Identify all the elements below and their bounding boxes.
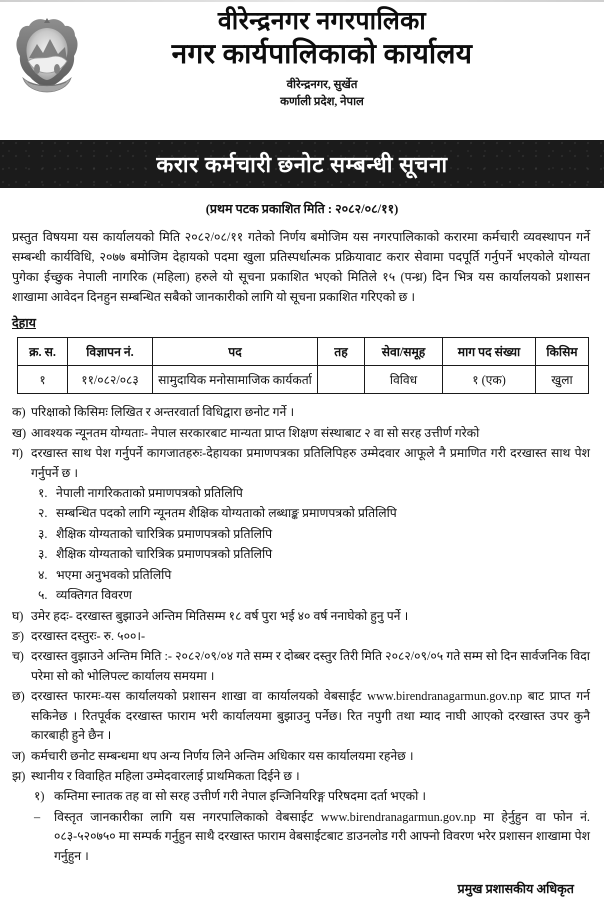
clause-item-ka	[12, 403, 590, 422]
col-header-level: तह	[318, 338, 365, 366]
document-marker: २.	[38, 506, 48, 521]
clause-marker: घ)	[12, 608, 24, 623]
document-text: व्यक्तिगत विवरण	[56, 588, 132, 603]
clause-marker: ख)	[12, 425, 27, 440]
office-name: नगर कार्यपालिकाको कार्यालय	[171, 38, 473, 70]
cell-ad-no: ११/०८२/०८३	[68, 366, 153, 394]
document-item-4	[12, 545, 590, 564]
table-row	[18, 366, 589, 394]
clause-text: दरखास्त फारमः-यस कार्यालयको प्रशासन शाखा वा कार्यालयको वेबसाईट www.birendranagarmun.gov.np बाट प्राप्त गर्न सकिनेछ । रितपूर्वक दरखास्त फाराम भरी कार्यालयमा बुझाउनु पर्नेछ। रित नपुगी तथा म्याद नाघी आएको दरखास्त उपर कुनै कारबाही हुने छैन ।	[31, 689, 590, 743]
nepal-emblem-icon	[10, 12, 84, 98]
cell-service: विविध	[365, 366, 443, 394]
clause-item-ga	[12, 444, 590, 483]
clause-text: कर्मचारी छनोट सम्बन्धमा थप अन्य निर्णय लिने अन्तिम अधिकार यस कार्यालयमा रहनेछ ।	[31, 748, 414, 763]
clause-text: दरखास्त साथ पेश गर्नुपर्ने कागजातहरुः-देहायका प्रमाणपत्रका प्रतिलिपिहरु उम्मेदवार आफूले नै प्रमाणित गरी दरखास्त साथ पेश गर्नुपर्ने छ ।	[31, 446, 590, 480]
document-item-3	[12, 525, 590, 544]
sub-note-text: कम्तिमा स्नातक तह वा सो सरह उत्तीर्ण गरी नेपाल इन्जिनियरिङ्ग परिषदमा दर्ता भएको ।	[54, 789, 426, 804]
clause-item-nga	[12, 627, 590, 646]
clause-item-chha	[12, 687, 590, 745]
document-text: नेपाली नागरिकताको प्रमाणपत्रको प्रतिलिपि	[56, 486, 243, 501]
dehaya-heading: देहाय	[12, 316, 36, 331]
clause-item-gha	[12, 607, 590, 626]
cell-post: सामुदायिक मनोसामाजिक कार्यकर्ता	[153, 366, 318, 394]
address-line-1: वीरेन्द्रनगर, सुर्खेत	[286, 78, 358, 91]
document-marker: १.	[38, 486, 48, 501]
cell-sn: १	[18, 366, 68, 394]
clause-item-kha	[12, 424, 590, 443]
col-header-demand: माग पद संख्या	[443, 338, 536, 366]
document-item-1	[12, 484, 590, 503]
cell-kind: खुला	[536, 366, 589, 394]
notice-title: करार कर्मचारी छनोट सम्बन्धी सूचना	[156, 152, 448, 177]
clause-list	[12, 403, 590, 866]
col-header-ad-no: विज्ञापन नं.	[68, 338, 153, 366]
clause-text: उमेर हदः- दरखास्त बुझाउने अन्तिम मितिसम्म १८ वर्ष पुरा भई ४० वर्ष ननाघेको हुनु पर्ने ।	[31, 608, 409, 623]
municipality-name: वीरेन्द्रनगर नगरपालिका	[217, 8, 427, 35]
document-item-2	[12, 504, 590, 523]
col-header-service: सेवा/समूह	[365, 338, 443, 366]
sub-note-text: विस्तृत जानकारीका लागि यस नगरपालिकाको वेबसाईट www.birendranagarmun.gov.np मा हेर्नुहुन वा फोन नं. ०८३-५२०७५० मा सम्पर्क गर्नुहुन साथै दरखास्त फाराम वेबसाईटबाट डाउनलोड गरी आफ्नो विवरण भरेर प्रशासन शाखामा पेश गर्नुहुन ।	[54, 809, 590, 863]
header-text-block	[0, 8, 604, 111]
sub-note-2	[12, 808, 590, 866]
clause-item-cha	[12, 647, 590, 686]
address-line-2: कर्णाली प्रदेश, नेपाल	[280, 96, 364, 109]
col-header-kind: किसिम	[536, 338, 589, 366]
clause-marker: झ)	[12, 768, 26, 783]
clause-text: परिक्षाको किसिमः लिखित र अन्तरवार्ता विधिद्वारा छनोट गर्ने ।	[31, 405, 295, 420]
clause-text: स्थानीय र विवाहित महिला उम्मेदवारलाई प्राथमिकता दिईने छ ।	[31, 768, 300, 783]
cell-level	[318, 366, 365, 394]
sub-note-marker: १)	[34, 789, 45, 804]
document-text: शैक्षिक योग्यताको चारित्रिक प्रमाणपत्रको प्रतिलिपि	[56, 547, 273, 562]
clause-marker: ङ)	[12, 629, 24, 644]
cell-demand: १ (एक)	[443, 366, 536, 394]
document-marker: ३.	[38, 547, 48, 562]
document-item-5	[12, 566, 590, 585]
clause-text: आवश्यक न्यूनतम योग्यताः- नेपाल सरकारबाट मान्यता प्राप्त शिक्षण संस्थाबाट २ वा सो सरह उत्तीर्ण गरेको	[31, 425, 480, 440]
signature-designation: प्रमुख प्रशासकीय अधिकृत	[457, 882, 574, 897]
document-text: शैक्षिक योग्यताको चारित्रिक प्रमाणपत्रको प्रतिलिपि	[56, 526, 273, 541]
document-body	[0, 227, 604, 897]
document-marker: ५.	[38, 588, 48, 603]
clause-text: दरखास्त दस्तुरः- रु. ५००।-	[31, 629, 146, 644]
document-text: सम्बन्धित पदको लागि न्यूनतम शैक्षिक योग्यताको लब्धाङ्क प्रमाणपत्रको प्रतिलिपि	[56, 506, 397, 521]
col-header-post: पद	[153, 338, 318, 366]
clause-marker: च)	[12, 649, 24, 664]
clause-text: दरखास्त वुझाउने अन्तिम मिति :- २०८२/०९/०४ गते सम्म र दोब्बर दस्तुर तिरी मिति २०८२/०९/०५ गते सम्म सो दिन सार्वजनिक विदा परेमा सो को भोलिपल्ट कार्यालय समयमा ।	[31, 649, 590, 683]
dash-bullet-icon: –	[34, 809, 41, 824]
intro-paragraph: प्रस्तुत विषयमा यस कार्यालयको मिति २०८२/०८/११ गतेको निर्णय बमोजिम यस नगरपालिकाको करारमा कर्मचारी व्यवस्थापन गर्ने सम्बन्धी कार्यविधि, २०७७ बमोजिम देहायको पदमा खुला प्रतिस्पर्धात्मक प्रक्रियावाट करार सेवामा पदपूर्ति गर्नुपर्ने भएकोले योग्यता पुगेका ईच्छुक नेपाली नागरिक (महिला) हरुले यो सूचना प्रकाशित भएको मितिले १५ (पन्ध्र) दिन भित्र यस कार्यालयको प्रशासन शाखामा आवेदन दिनहुन सम्बन्धित सबैको जानकारीको लागि यो सूचना प्रकाशित गरिएको छ ।	[12, 230, 590, 305]
document-text: भएमा अनुभवको प्रतिलिपि	[56, 567, 172, 582]
document-header	[0, 0, 604, 140]
clause-item-jha	[12, 767, 590, 786]
clause-item-ja	[12, 747, 590, 766]
document-item-6	[12, 586, 590, 605]
document-marker: ४.	[38, 567, 48, 582]
publication-date: (प्रथम पटक प्रकाशित मिति : २०८२/०८/११)	[205, 202, 399, 216]
notice-title-band	[0, 140, 604, 188]
clause-marker: छ)	[12, 689, 25, 704]
clause-marker: ग)	[12, 446, 24, 461]
clause-marker: ज)	[12, 748, 26, 763]
office-address	[40, 77, 604, 112]
table-header-row	[18, 338, 589, 366]
col-header-sn: क्र. स.	[18, 338, 68, 366]
vacancy-table	[17, 337, 589, 394]
sub-note-1	[12, 787, 590, 806]
clause-marker: क)	[12, 405, 26, 420]
document-marker: ३.	[38, 526, 48, 541]
